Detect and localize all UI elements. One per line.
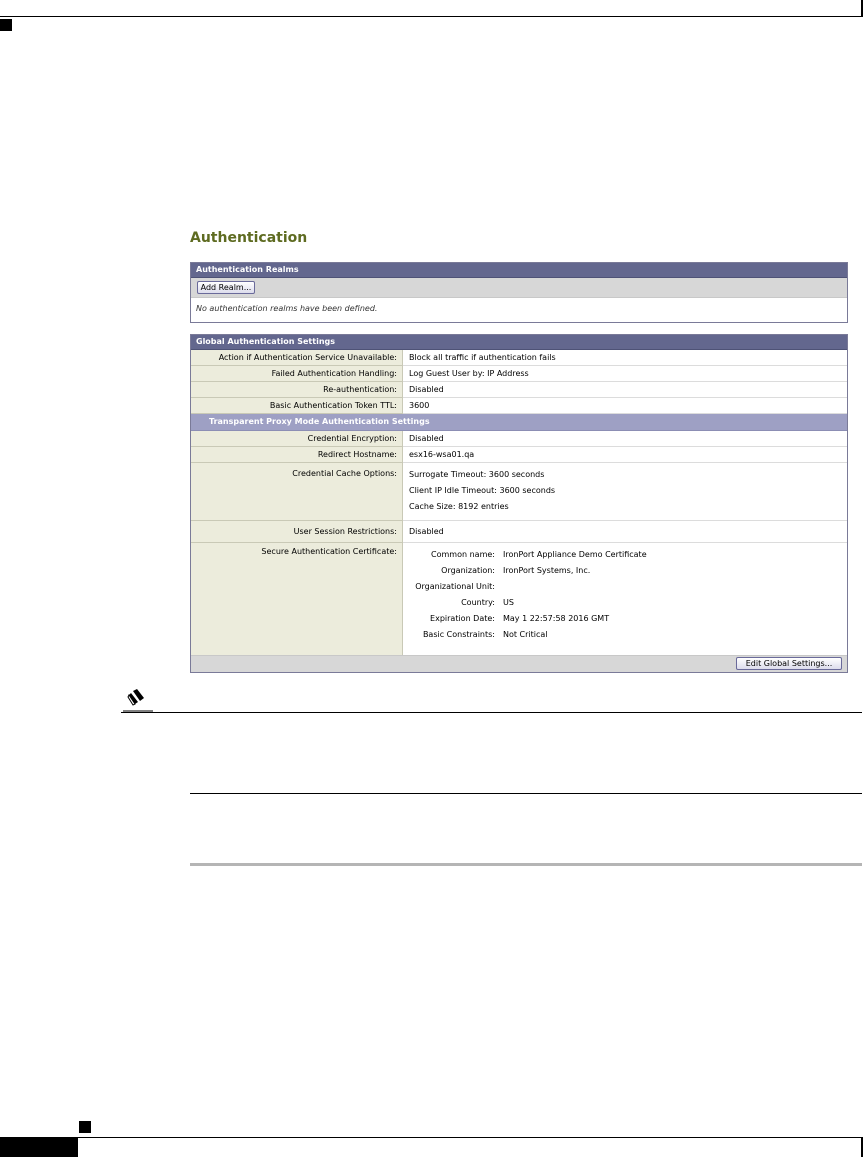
settings-row bbox=[191, 382, 847, 398]
cert-field-value: IronPort Systems, Inc. bbox=[503, 566, 591, 575]
setting-value: Disabled bbox=[403, 431, 848, 447]
realms-empty-message: No authentication realms have been defined. bbox=[196, 304, 378, 313]
setting-value: esx16-wsa01.qa bbox=[403, 447, 848, 463]
add-realm-button[interactable]: Add Realm... bbox=[197, 281, 255, 294]
setting-value: Block all traffic if authentication fails bbox=[403, 350, 848, 366]
setting-label: Action if Authentication Service Unavailable: bbox=[191, 350, 403, 366]
top-rule bbox=[0, 16, 862, 17]
cache-option: Surrogate Timeout: 3600 seconds bbox=[409, 470, 545, 479]
top-page-marker bbox=[0, 19, 12, 31]
settings-row bbox=[191, 447, 847, 463]
bottom-edge-marker bbox=[861, 1137, 863, 1157]
realms-header: Authentication Realms bbox=[191, 263, 847, 278]
setting-value: 3600 bbox=[403, 398, 848, 414]
setting-label: Credential Cache Options: bbox=[191, 463, 403, 521]
setting-label: Secure Authentication Certificate: bbox=[191, 543, 403, 656]
realms-toolbar bbox=[191, 278, 847, 298]
global-settings-footer bbox=[191, 655, 847, 672]
cert-field-value: Not Critical bbox=[503, 630, 548, 639]
cert-field-label: Common name: bbox=[431, 550, 495, 559]
section-divider bbox=[190, 863, 862, 866]
settings-row bbox=[191, 431, 847, 447]
cert-field-label: Country: bbox=[461, 598, 495, 607]
certificate-grid bbox=[409, 547, 847, 643]
setting-value: Disabled bbox=[403, 382, 848, 398]
setting-label: Redirect Hostname: bbox=[191, 447, 403, 463]
cache-option: Client IP Idle Timeout: 3600 seconds bbox=[409, 486, 556, 495]
user-session-row bbox=[191, 521, 847, 543]
setting-value: Log Guest User by: IP Address bbox=[403, 366, 848, 382]
cert-field-value: IronPort Appliance Demo Certificate bbox=[503, 550, 647, 559]
page-title: Authentication bbox=[190, 230, 308, 246]
note-bottom-rule bbox=[190, 793, 862, 794]
setting-label: Failed Authentication Handling: bbox=[191, 366, 403, 382]
cert-field-value: May 1 22:57:58 2016 GMT bbox=[503, 614, 610, 623]
setting-value: Disabled bbox=[403, 521, 848, 543]
settings-row bbox=[191, 366, 847, 382]
global-authentication-settings-panel bbox=[190, 334, 848, 673]
certificate-details bbox=[403, 543, 848, 656]
bottom-rule bbox=[78, 1137, 862, 1138]
top-edge-marker bbox=[861, 0, 863, 17]
setting-label: Credential Encryption: bbox=[191, 431, 403, 447]
transparent-proxy-subheader-row bbox=[191, 414, 847, 431]
transparent-proxy-subheader: Transparent Proxy Mode Authentication Settings bbox=[191, 414, 847, 431]
settings-row bbox=[191, 398, 847, 414]
cert-field-label: Organizational Unit: bbox=[415, 582, 495, 591]
credential-cache-row bbox=[191, 463, 847, 521]
settings-row bbox=[191, 350, 847, 366]
authentication-realms-panel bbox=[190, 262, 848, 323]
setting-label: User Session Restrictions: bbox=[191, 521, 403, 543]
cert-field-value: US bbox=[503, 598, 514, 607]
cert-field-label: Expiration Date: bbox=[430, 614, 495, 623]
note-top-rule bbox=[121, 712, 862, 713]
edit-global-settings-button[interactable]: Edit Global Settings... bbox=[736, 657, 842, 670]
certificate-row bbox=[191, 543, 847, 656]
setting-label: Re-authentication: bbox=[191, 382, 403, 398]
settings-table bbox=[191, 350, 847, 656]
pencil-icon bbox=[121, 689, 155, 713]
cache-option: Cache Size: 8192 entries bbox=[409, 502, 509, 511]
cert-field-label: Organization: bbox=[441, 566, 495, 575]
bottom-page-marker bbox=[79, 1121, 91, 1133]
cert-field-label: Basic Constraints: bbox=[422, 630, 495, 639]
credential-cache-values bbox=[403, 463, 848, 521]
cert-field-value bbox=[503, 579, 847, 595]
global-settings-header: Global Authentication Settings bbox=[191, 335, 847, 350]
setting-label: Basic Authentication Token TTL: bbox=[191, 398, 403, 414]
footer-tab bbox=[0, 1137, 78, 1157]
